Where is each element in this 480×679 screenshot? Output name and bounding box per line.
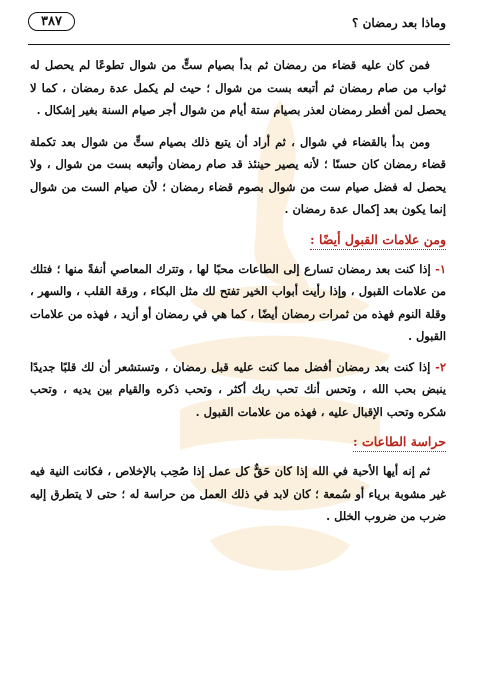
item-number: ٢- [435,359,446,374]
paragraph-guarding-deeds: ثم إنه أيها الأحبة في الله إذا كان حَقٌّ كل عمل إذا صُحِب بالإخلاص ، فكانت النية فيه غير مشوبة برياء أو سُمعة ؛ كان لابد في ذلك العمل من حراسة له ؛ حتى لا يتطرق إليه ضرب من ضروب الخلل . [30,464,446,523]
page-number: ٣٨٧ [28,12,75,31]
running-title: وماذا بعد رمضان ؟ [352,16,446,30]
item-text: إذا كنت بعد رمضان تسارع إلى الطاعات محبًا لها ، وتترك المعاصي أنفةً منها ؛ فتلك من علامات القبول ، وإذا رأيت أبواب الخير تفتح لك مثل البكاء ، ورقة القلب ، والسهر ، وقلة النوم فهذه من ثمرات رمضان أيضًا ، كما هي في رمضان أو أزيد ، فهذه من علامات القبول . [30,261,446,343]
list-item-1 [30,258,446,348]
header-divider [28,44,450,45]
list-item-2 [30,356,446,424]
page-body [0,54,480,528]
section-2-heading-wrap [30,427,446,452]
section-1-heading-wrap [30,225,446,250]
page-header [0,0,480,46]
item-number: ١- [435,261,446,276]
paragraph-1: فمن كان عليه قضاء من رمضان ثم بدأ بصيام ستٍّ من شوال تطوعًا لم يحصل له ثواب من صام رمضان ثم أتبعه بست من شوال ؛ حيث لم يكمل عدة رمضان ، كما لا يحصل لمن أفطر رمضان لعذر بصيام ستة أيام من شوال أجر صيام السنة بغير إشكال . [30,58,446,117]
section-heading-guarding-deeds: حراسة الطاعات : [353,434,446,452]
paragraph-2: ومن بدأ بالقضاء في شوال ، ثم أراد أن يتبع ذلك بصيام ستٍّ من شوال بعد تكملة قضاء رمضان كان حسنًا ؛ لأنه يصير حينئذ قد صام رمضان وأتبعه بست من شوال ، ولا يحصل له فضل صيام ست من شوال بصوم قضاء رمضان ؛ لأن صيام الست من شوال إنما يكون بعد إكمال عدة رمضان . [30,134,446,216]
item-text: إذا كنت بعد رمضان أفضل مما كنت عليه قبل رمضان ، وتستشعر أن لك قلبًا جديدًا ينبض بحب الله ، وتحس أنك تحب ربك أكثر ، وتحب ذكره والقيام بين يديه ، وتحب شكره وتحب الإقبال عليه ، فهذه من علامات القبول . [30,359,446,419]
section-heading-acceptance-signs: ومن علامات القبول أيضًا : [310,232,446,250]
